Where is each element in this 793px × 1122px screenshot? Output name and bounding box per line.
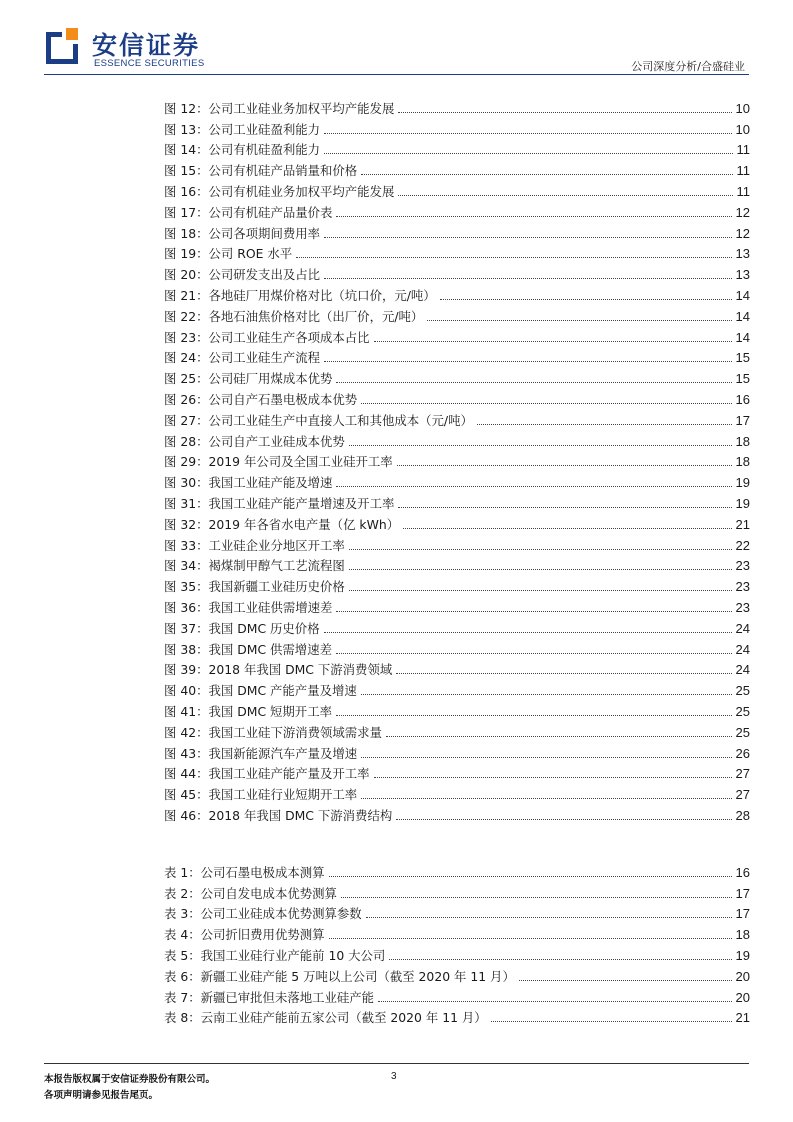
figure-entry-page: 27 (735, 787, 750, 803)
figure-entry-label: 图 16：公司有机硅业务加权平均产能发展 (164, 183, 395, 199)
dot-leader (349, 444, 732, 446)
table-entry-label: 表 8：云南工业硅产能前五家公司（截至 2020 年 11 月） (164, 1010, 487, 1026)
figure-entry[interactable] (164, 304, 750, 325)
table-entry[interactable] (164, 1006, 750, 1027)
table-entry-label: 表 3：公司工业硅成本优势测算参数 (164, 906, 362, 922)
dot-leader (349, 589, 732, 591)
figure-entry-label: 图 18：公司各项期间费用率 (164, 225, 321, 241)
figure-entry-page: 23 (735, 579, 750, 595)
table-entry-label: 表 5：我国工业硅行业产能前 10 大公司 (164, 947, 386, 963)
figure-entry-label: 图 27：公司工业硅生产中直接人工和其他成本（元/吨） (164, 412, 473, 428)
figure-entry-page: 12 (735, 204, 750, 220)
table-entry-page: 17 (735, 906, 750, 922)
figure-entry-label: 图 30：我国工业硅产能及增速 (164, 475, 333, 491)
dot-leader (336, 652, 732, 654)
figure-entry[interactable] (164, 138, 750, 159)
figure-entry-label: 图 24：公司工业硅生产流程 (164, 350, 321, 366)
figure-entry-label: 图 35：我国新疆工业硅历史价格 (164, 579, 345, 595)
table-entry-page: 21 (735, 1010, 750, 1026)
figure-entry-page: 19 (735, 495, 750, 511)
figure-entry-label: 图 43：我国新能源汽车产量及增速 (164, 745, 358, 761)
figure-entry-label: 图 29：2019 年公司及全国工业硅开工率 (164, 454, 393, 470)
dot-leader (396, 672, 731, 674)
figure-entry[interactable] (164, 491, 750, 512)
table-entry-page: 20 (735, 989, 750, 1005)
dot-leader (324, 277, 732, 279)
figure-entry-label: 图 19：公司 ROE 水平 (164, 246, 293, 262)
figure-entry-label: 图 45：我国工业硅行业短期开工率 (164, 787, 358, 803)
dot-leader (336, 714, 732, 716)
figure-entry-label: 图 25：公司硅厂用煤成本优势 (164, 371, 333, 387)
figure-list (164, 96, 750, 824)
figure-entry-page: 23 (735, 599, 750, 615)
figure-entry-label: 图 38：我国 DMC 供需增速差 (164, 641, 332, 657)
figure-entry[interactable] (164, 346, 750, 367)
figure-entry-page: 25 (735, 683, 750, 699)
dot-leader (398, 111, 731, 113)
figure-entry-page: 11 (736, 142, 750, 158)
figure-entry[interactable] (164, 96, 750, 117)
dot-leader (324, 132, 732, 134)
dot-leader (378, 1000, 731, 1002)
table-entry-page: 17 (735, 885, 750, 901)
figure-entry-label: 图 36：我国工业硅供需增速差 (164, 599, 333, 615)
dot-leader (361, 756, 731, 758)
figure-entry-label: 图 26：公司自产石墨电极成本优势 (164, 391, 358, 407)
table-entry-label: 表 1：公司石墨电极成本测算 (164, 864, 325, 880)
dot-leader (296, 256, 731, 258)
figure-entry-page: 17 (735, 412, 750, 428)
figure-entry-page: 24 (735, 662, 750, 678)
dot-leader (397, 464, 732, 466)
figure-entry-label: 图 12：公司工业硅业务加权平均产能发展 (164, 100, 395, 116)
figure-entry-page: 25 (735, 724, 750, 740)
figure-entry-label: 图 14：公司有机硅盈利能力 (164, 142, 321, 158)
figure-entry-page: 21 (735, 516, 750, 532)
table-entry[interactable] (164, 964, 750, 985)
figure-entry-page: 10 (735, 121, 750, 137)
figure-entry-label: 图 22：各地石油焦价格对比（出厂价，元/吨） (164, 308, 424, 324)
figure-entry[interactable] (164, 699, 750, 720)
figure-entry[interactable] (164, 637, 750, 658)
figure-entry-page: 19 (735, 475, 750, 491)
figure-entry[interactable] (164, 450, 750, 471)
figure-entry-label: 图 34：褐煤制甲醇气工艺流程图 (164, 558, 345, 574)
figure-entry[interactable] (164, 678, 750, 699)
dot-leader (374, 340, 732, 342)
figure-entry[interactable] (164, 429, 750, 450)
figure-entry[interactable] (164, 283, 750, 304)
dot-leader (349, 548, 732, 550)
table-entry[interactable] (164, 943, 750, 964)
table-entry[interactable] (164, 902, 750, 923)
figure-entry[interactable] (164, 470, 750, 491)
dot-leader (349, 568, 732, 570)
figure-entry-page: 12 (735, 225, 750, 241)
table-entry-label: 表 4：公司折旧费用优势测算 (164, 927, 325, 943)
dot-leader (427, 319, 731, 321)
figure-entry-page: 11 (736, 183, 750, 199)
figure-entry-page: 18 (735, 433, 750, 449)
figure-entry[interactable] (164, 221, 750, 242)
table-entry[interactable] (164, 860, 750, 881)
table-entry-page: 16 (735, 864, 750, 880)
header-divider (44, 74, 749, 75)
figure-entry-label: 图 23：公司工业硅生产各项成本占比 (164, 329, 370, 345)
table-entry-label: 表 6：新疆工业硅产能 5 万吨以上公司（截至 2020 年 11 月） (164, 968, 515, 984)
figure-entry[interactable] (164, 741, 750, 762)
figure-entry-page: 26 (735, 745, 750, 761)
figure-entry[interactable] (164, 658, 750, 679)
dot-leader (336, 610, 731, 612)
figure-entry[interactable] (164, 782, 750, 803)
dot-leader (389, 958, 731, 960)
table-entry-page: 19 (735, 947, 750, 963)
figure-entry-page: 13 (735, 267, 750, 283)
figure-entry[interactable] (164, 325, 750, 346)
figure-entry[interactable] (164, 616, 750, 637)
table-entry-page: 20 (735, 968, 750, 984)
dot-leader (440, 298, 732, 300)
figure-entry[interactable] (164, 762, 750, 783)
figure-entry-page: 16 (735, 391, 750, 407)
footer-divider (44, 1063, 749, 1064)
figure-entry-page: 14 (735, 308, 750, 324)
figure-entry[interactable] (164, 262, 750, 283)
figure-entry-label: 图 37：我国 DMC 历史价格 (164, 620, 320, 636)
dot-leader (374, 776, 732, 778)
table-entry[interactable] (164, 922, 750, 943)
figure-entry-page: 23 (735, 558, 750, 574)
report-type-label: 公司深度分析/合盛硅业 (631, 60, 745, 73)
dot-leader (336, 485, 731, 487)
figure-entry[interactable] (164, 554, 750, 575)
figure-entry-label: 图 31：我国工业硅产能产量增速及开工率 (164, 495, 395, 511)
figure-entry-page: 22 (735, 537, 750, 553)
dot-leader (329, 937, 732, 939)
figure-entry-label: 图 15：公司有机硅产品销量和价格 (164, 163, 358, 179)
page-header (0, 0, 793, 80)
figure-entry[interactable] (164, 803, 750, 824)
table-entry-page: 18 (735, 927, 750, 943)
dot-leader (324, 360, 732, 362)
figure-entry-page: 14 (735, 287, 750, 303)
figure-entry-page: 24 (735, 620, 750, 636)
figure-entry-page: 15 (735, 350, 750, 366)
dot-leader (329, 875, 732, 877)
dot-leader (366, 916, 732, 918)
figure-entry-page: 18 (735, 454, 750, 470)
dot-leader (398, 194, 732, 196)
dot-leader (398, 506, 731, 508)
figure-entry[interactable] (164, 595, 750, 616)
figure-entry-page: 24 (735, 641, 750, 657)
figure-entry-page: 11 (736, 163, 750, 179)
dot-leader (361, 693, 732, 695)
figure-entry[interactable] (164, 158, 750, 179)
dot-leader (361, 173, 732, 175)
figure-entry-page: 27 (735, 766, 750, 782)
table-entry-label: 表 2：公司自发电成本优势测算 (164, 885, 337, 901)
figure-entry-label: 图 21：各地硅厂用煤价格对比（坑口价，元/吨） (164, 287, 436, 303)
figure-entry[interactable] (164, 387, 750, 408)
figure-entry[interactable] (164, 179, 750, 200)
logo-chinese-name: 安信证券 (92, 31, 201, 60)
figure-entry-page: 10 (735, 100, 750, 116)
figure-entry-label: 图 13：公司工业硅盈利能力 (164, 121, 321, 137)
table-entry-label: 表 7：新疆已审批但未落地工业硅产能 (164, 989, 375, 1005)
figure-entry-page: 25 (735, 703, 750, 719)
table-list (164, 860, 750, 1026)
figure-entry-label: 图 17：公司有机硅产品量价表 (164, 204, 333, 220)
figure-entry-label: 图 32：2019 年各省水电产量（亿 kWh） (164, 516, 400, 532)
company-logo-icon (46, 28, 82, 64)
dot-leader (386, 735, 732, 737)
dot-leader (361, 402, 731, 404)
figure-entry[interactable] (164, 720, 750, 741)
logo-english-name: ESSENCE SECURITIES (94, 58, 205, 69)
page-number: 3 (391, 1071, 397, 1082)
dot-leader (396, 818, 731, 820)
figure-entry-page: 14 (735, 329, 750, 345)
figure-entry[interactable] (164, 366, 750, 387)
figure-entry-page: 28 (735, 807, 750, 823)
figure-entry-label: 图 42：我国工业硅下游消费领域需求量 (164, 724, 382, 740)
dot-leader (324, 631, 732, 633)
dot-leader (361, 797, 731, 799)
figure-entry-label: 图 40：我国 DMC 产能产量及增速 (164, 683, 357, 699)
figure-entry-label: 图 44：我国工业硅产能产量及开工率 (164, 766, 370, 782)
copyright-notice: 本报告版权属于安信证券股份有限公司。 (44, 1074, 216, 1085)
table-entry[interactable] (164, 985, 750, 1006)
disclaimer-notice: 各项声明请参见报告尾页。 (44, 1090, 159, 1101)
dot-leader (341, 896, 732, 898)
dot-leader (403, 527, 731, 529)
figure-entry-label: 图 33：工业硅企业分地区开工率 (164, 537, 345, 553)
dot-leader (336, 381, 731, 383)
dot-leader (519, 979, 732, 981)
figure-entry-label: 图 46：2018 年我国 DMC 下游消费结构 (164, 807, 393, 823)
figure-entry[interactable] (164, 408, 750, 429)
dot-leader (324, 236, 732, 238)
figure-entry[interactable] (164, 117, 750, 138)
figure-entry[interactable] (164, 242, 750, 263)
figure-entry[interactable] (164, 533, 750, 554)
table-entry[interactable] (164, 881, 750, 902)
figure-entry[interactable] (164, 200, 750, 221)
dot-leader (477, 423, 732, 425)
figure-entry-label: 图 20：公司研发支出及占比 (164, 267, 321, 283)
figure-entry-label: 图 28：公司自产工业硅成本优势 (164, 433, 345, 449)
figure-entry-page: 13 (735, 246, 750, 262)
figure-entry-page: 15 (735, 371, 750, 387)
figure-entry-label: 图 39：2018 年我国 DMC 下游消费领域 (164, 662, 393, 678)
figure-entry-label: 图 41：我国 DMC 短期开工率 (164, 703, 332, 719)
dot-leader (324, 152, 732, 154)
dot-leader (491, 1020, 732, 1022)
dot-leader (336, 215, 731, 217)
figure-entry[interactable] (164, 574, 750, 595)
figure-entry[interactable] (164, 512, 750, 533)
